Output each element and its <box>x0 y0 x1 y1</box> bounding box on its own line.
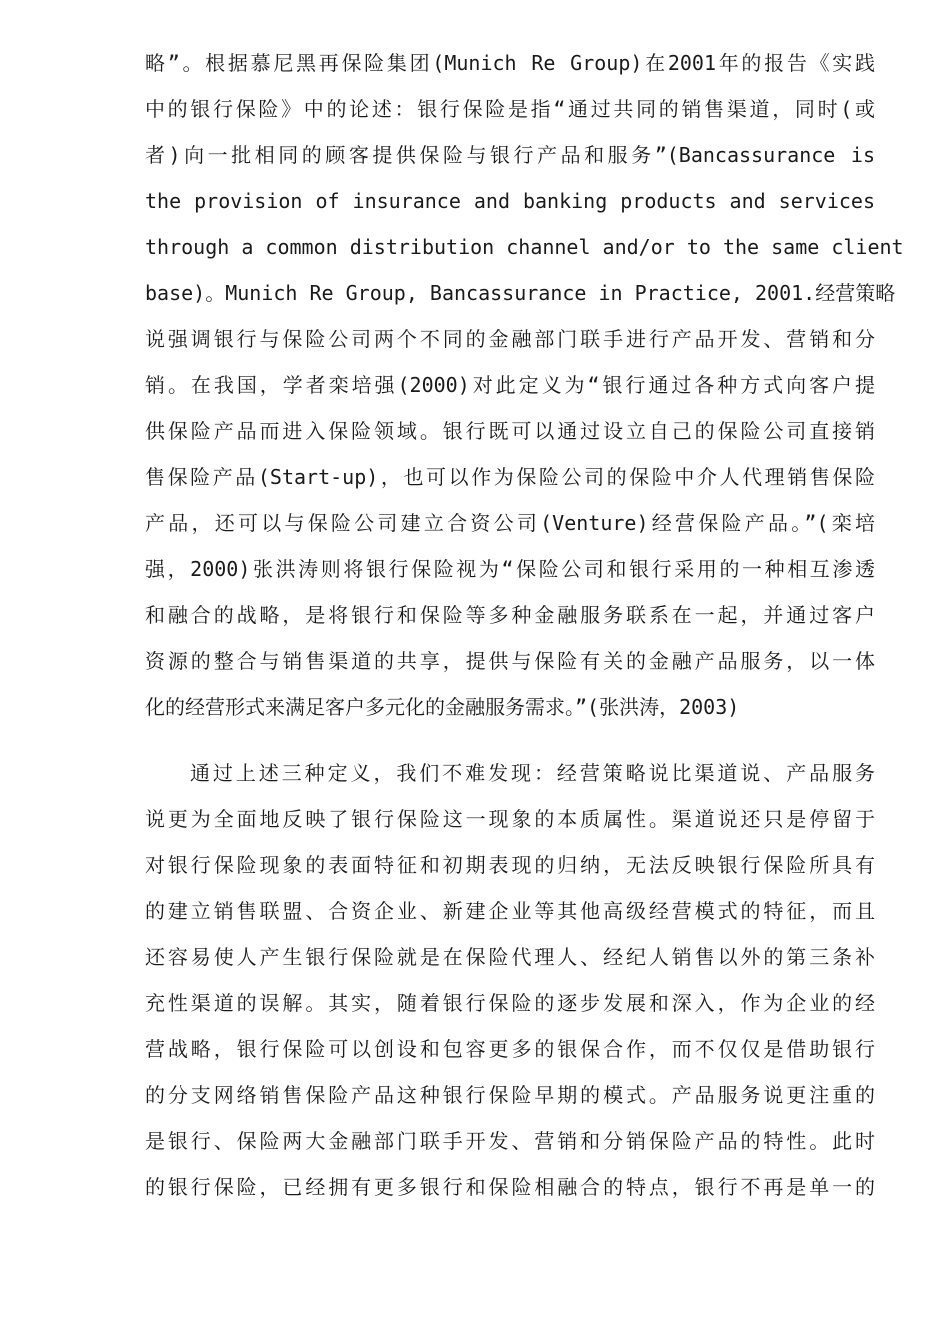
text-line: 营战略，银行保险可以创设和包容更多的银保合作，而不仅仅是借助银行 <box>145 1037 875 1061</box>
text-line: 说强调银行与保险公司两个不同的金融部门联手进行产品开发、营销和分 <box>145 327 875 351</box>
text-line: 产品，还可以与保险公司建立合资公司(Venture)经营保险产品。”(栾培 <box>145 511 875 535</box>
text-line: 通过上述三种定义，我们不难发现：经营策略说比渠道说、产品服务 <box>190 761 875 785</box>
text-line: 中的银行保险》中的论述：银行保险是指“通过共同的销售渠道，同时(或 <box>145 97 875 121</box>
text-line: the provision of insurance and banking products and services <box>145 189 875 213</box>
text-line: base)。Munich Re Group, Bancassurance in Practice, 2001.经营策略 <box>145 281 896 305</box>
text-line: 还容易使人产生银行保险就是在保险代理人、经纪人销售以外的第三条补 <box>145 945 875 969</box>
text-line: 的银行保险，已经拥有更多银行和保险相融合的特点，银行不再是单一的 <box>145 1175 875 1199</box>
text-line: 供保险产品而进入保险领域。银行既可以通过设立自己的保险公司直接销 <box>145 419 875 443</box>
text-line: 售保险产品(Start-up)，也可以作为保险公司的保险中介人代理销售保险 <box>145 465 875 489</box>
text-line: 者)向一批相同的顾客提供保险与银行产品和服务”(Bancassurance is <box>145 143 875 167</box>
text-line: 是银行、保险两大金融部门联手开发、营销和分销保险产品的特性。此时 <box>145 1129 875 1153</box>
text-line: 销。在我国，学者栾培强(2000)对此定义为“银行通过各种方式向客户提 <box>145 373 875 397</box>
text-line: 说更为全面地反映了银行保险这一现象的本质属性。渠道说还只是停留于 <box>145 807 875 831</box>
text-line: 充性渠道的误解。其实，随着银行保险的逐步发展和深入，作为企业的经 <box>145 991 875 1015</box>
text-line: 强，2000)张洪涛则将银行保险视为“保险公司和银行采用的一种相互渗透 <box>145 557 875 581</box>
text-line: 和融合的战略，是将银行和保险等多种金融服务联系在一起，并通过客户 <box>145 603 875 627</box>
text-line: 资源的整合与销售渠道的共享，提供与保险有关的金融产品服务，以一体 <box>145 649 875 673</box>
text-line: through a common distribution channel and/or to the same client <box>145 235 904 259</box>
text-line: 的分支网络销售保险产品这种银行保险早期的模式。产品服务说更注重的 <box>145 1083 875 1107</box>
text-line: 的建立销售联盟、合资企业、新建企业等其他高级经营模式的特征，而且 <box>145 899 875 923</box>
text-line: 略”。根据慕尼黑再保险集团(Munich Re Group)在2001年的报告《实践 <box>145 51 875 75</box>
text-line: 化的经营形式来满足客户多元化的金融服务需求。”(张洪涛，2003) <box>145 695 740 719</box>
text-line: 对银行保险现象的表面特征和初期表现的归纳，无法反映银行保险所具有 <box>145 853 875 877</box>
